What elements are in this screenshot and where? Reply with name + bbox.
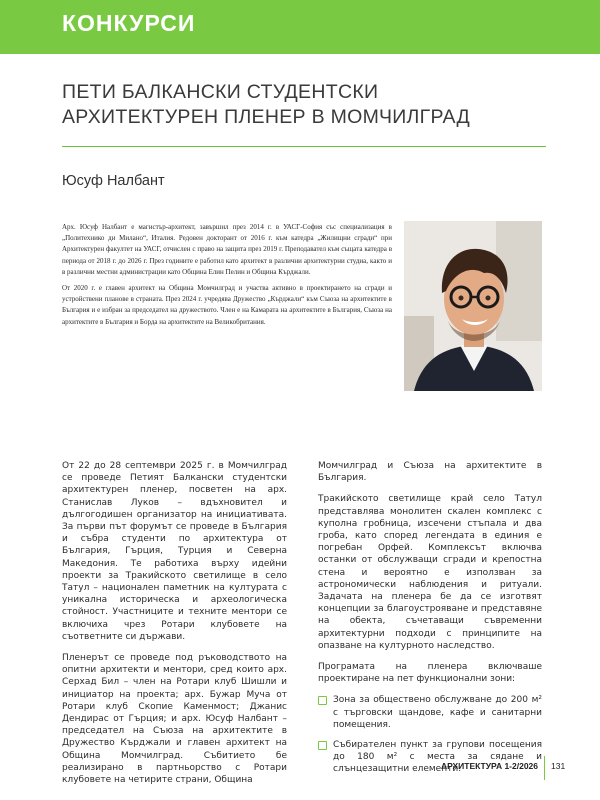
article-title-line-2: АРХИТЕКТУРЕН ПЛЕНЕР В МОМЧИЛГРАД xyxy=(62,106,470,128)
body-paragraph: Програмата на пленера включваше проектиране на пет функционални зони: xyxy=(318,662,542,685)
title-divider xyxy=(62,146,546,147)
author-name: Юсуф Налбант xyxy=(62,173,165,189)
zone-list-item xyxy=(318,694,542,731)
article-body-right-column xyxy=(318,460,542,784)
page-number: 131 xyxy=(551,761,566,771)
footer-divider xyxy=(544,756,545,780)
body-paragraph: Пленерът се проведе под ръководството на опитни архитекти и ментори, сред които арх. Серхад Бил – член на Ротари клуб Шишли и инициатор на проекта; арх. Бужар Муча от Ротари клуб Скопие Каменмост; Джанис Дендирас от Гърция; и арх. Юсуф Налбант – председател на Съюза на архитектите в Дружество Кърджали и главен архитект на Община Момчилград. Събитието бе реализирано в партньорство с Ротари клубовете на четирите страни, Община xyxy=(62,653,287,786)
section-header-bar xyxy=(0,0,600,54)
author-photo xyxy=(404,221,542,391)
author-bio xyxy=(62,222,392,333)
article-body-left-column xyxy=(62,460,287,795)
magazine-issue: АРХИТЕКТУРА 1-2/2026 xyxy=(441,761,538,771)
article-title xyxy=(62,80,542,130)
checkbox-bullet-icon xyxy=(318,696,327,705)
article-title-line-1: ПЕТИ БАЛКАНСКИ СТУДЕНТСКИ xyxy=(62,81,379,103)
body-paragraph: Тракийското светилище край село Татул представлява монолитен скален комплекс с куполна гробница, изсечени стъпала и два гроба, като според легендата в единия е погребан Орфей. Комплексът включва останки от обслужващи сгради и крепостна стена и вероятно е използван за астрономически наблюдения и ритуали. Задачата на пленера бе да се изготвят концепции за благоустрояване и представяне на обекта, съчетаващи съвременни архитектурни подходи с принципите на опазване на културното наследство. xyxy=(318,494,542,651)
section-title: КОНКУРСИ xyxy=(62,10,196,36)
checkbox-bullet-icon xyxy=(318,741,327,750)
body-paragraph: От 22 до 28 септември 2025 г. в Момчилград се проведе Петият Балкански студентски архитектурен пленер, посветен на арх. Станислав Луков – вдъхновител и дългогодишен организатор на инициативата. За първи път форумът се проведе в България и събра студенти по архитектура от България, Гърция, Турция и Северна Македония. Те работиха върху идейни проекти за Тракийското светилище в село Татул – национален паметник на културата с уникална историческа и археологическа стойност. Участниците и техните ментори се включиха чрез Ротари клубовете на съответните си държави. xyxy=(62,461,287,642)
author-bio-paragraph: Арх. Юсуф Налбант е магистър-архитект, завършил през 2014 г. в УАСГ-София със специализация в „Политехнико ди Милано“, Италия. Редовен докторант от 2016 г. към катедра „Жилищни сгради“ при Архитектурен факултет на УАСГ, отчислен с право на защита през 2019 г. Преподавател към същата катедра в периода от 2018 г. до 2026 г. През годините е работил като архитект в различни архитектурни студиа, както и в различни местни администрации като Община Елин Пелин и Община Кърджали. xyxy=(62,223,392,276)
body-paragraph: Момчилград и Съюза на архитектите в България. xyxy=(318,461,542,484)
zone-description: Зона за обществено обслужване до 200 м² с търговски щандове, кафе и санитарни помещения. xyxy=(333,695,542,730)
zone-description: Събирателен пункт за групови посещения до 180 м² с места за сядане и слънцезащитни елементи. xyxy=(333,740,542,775)
author-portrait-illustration xyxy=(404,221,542,391)
author-bio-paragraph: От 2020 г. е главен архитект на Община Момчилград и участва активно в проектирането на сгради и устройствени планове в страната. През 2024 г. учредява Дружество „Кърджали“ към Съюза на архитектите в България и е избран за председател на дружеството. Член е на Камарата на архитектите в България, Съюза на архитектите в България и Борда на архитектите на Великобритания. xyxy=(62,284,392,326)
